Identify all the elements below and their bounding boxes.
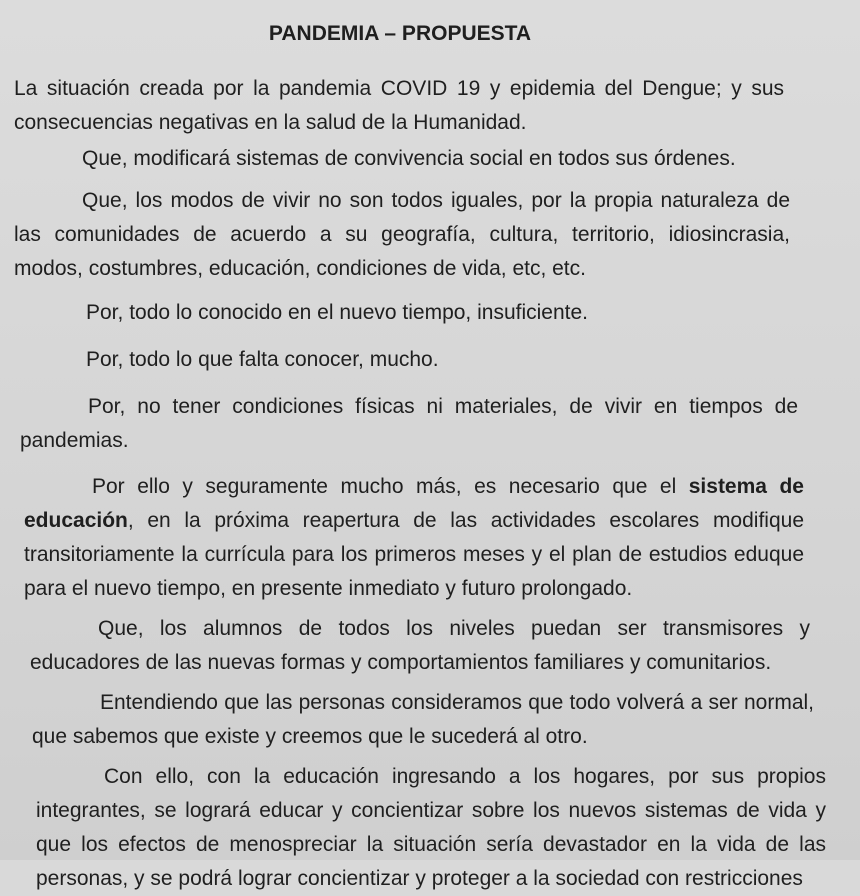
paragraph-10 [36,760,826,896]
paragraph-8-text: Que, los alumnos de todos los niveles puedan ser transmisores y educadores de las nuevas formas y comportamientos familiares y comunitarios. [30,617,810,674]
paragraph-10-text: Con ello, con la educación ingresando a los hogares, por sus propios integrantes, se logrará educar y concientizar sobre los nuevos sistemas de vida y que los efectos de menospreciar la situación sería devastador en la vida de las personas, y se podrá lograr concientizar y proteger a la sociedad con restricciones [36,765,826,890]
paragraph-3-text: Que, los modos de vivir no son todos iguales, por la propia naturaleza de las comunidades de acuerdo a su geografía, cultura, territorio, idiosincrasia, modos, costumbres, educación, condiciones de vida, etc, etc. [14,189,790,280]
paragraph-9-text: Entendiendo que las personas consideramos que todo volverá a ser normal, que sabemos que existe y creemos que le sucederá al otro. [32,691,814,748]
paragraph-3 [14,184,790,286]
paragraph-7-text-b: , en la próxima reapertura de las actividades escolares modifique transitoriamente la currícula para los primeros meses y el plan de estudios eduque para el nuevo tiempo, en presente inmediato y futuro prolongado. [24,509,804,600]
paragraph-4-text: Por, todo lo conocido en el nuevo tiempo, insuficiente. [86,301,588,324]
paragraph-6-text: Por, no tener condiciones físicas ni materiales, de vivir en tiempos de pandemias. [20,395,798,452]
paragraph-7-text-a: Por ello y seguramente mucho más, es necesario que el [92,475,677,498]
paragraph-9 [32,686,814,754]
paragraph-7 [24,470,804,606]
paragraph-6 [20,390,798,458]
title-text: PANDEMIA – PROPUESTA [268,22,532,45]
page-title [0,22,800,46]
paragraph-7-bold: sistema de educación [24,475,804,532]
paragraph-5 [18,343,794,377]
paragraph-5-text: Por, todo lo que falta conocer, mucho. [86,348,439,371]
paragraph-1 [14,72,784,140]
paragraph-4 [18,296,794,330]
paragraph-1-text: La situación creada por la pandemia COVID 19 y epidemia del Dengue; y sus consecuencias negativas en la salud de la Humanidad. [14,77,784,134]
paragraph-2 [14,142,784,176]
paragraph-8 [30,612,810,680]
paragraph-2-text: Que, modificará sistemas de convivencia social en todos sus órdenes. [82,147,736,170]
